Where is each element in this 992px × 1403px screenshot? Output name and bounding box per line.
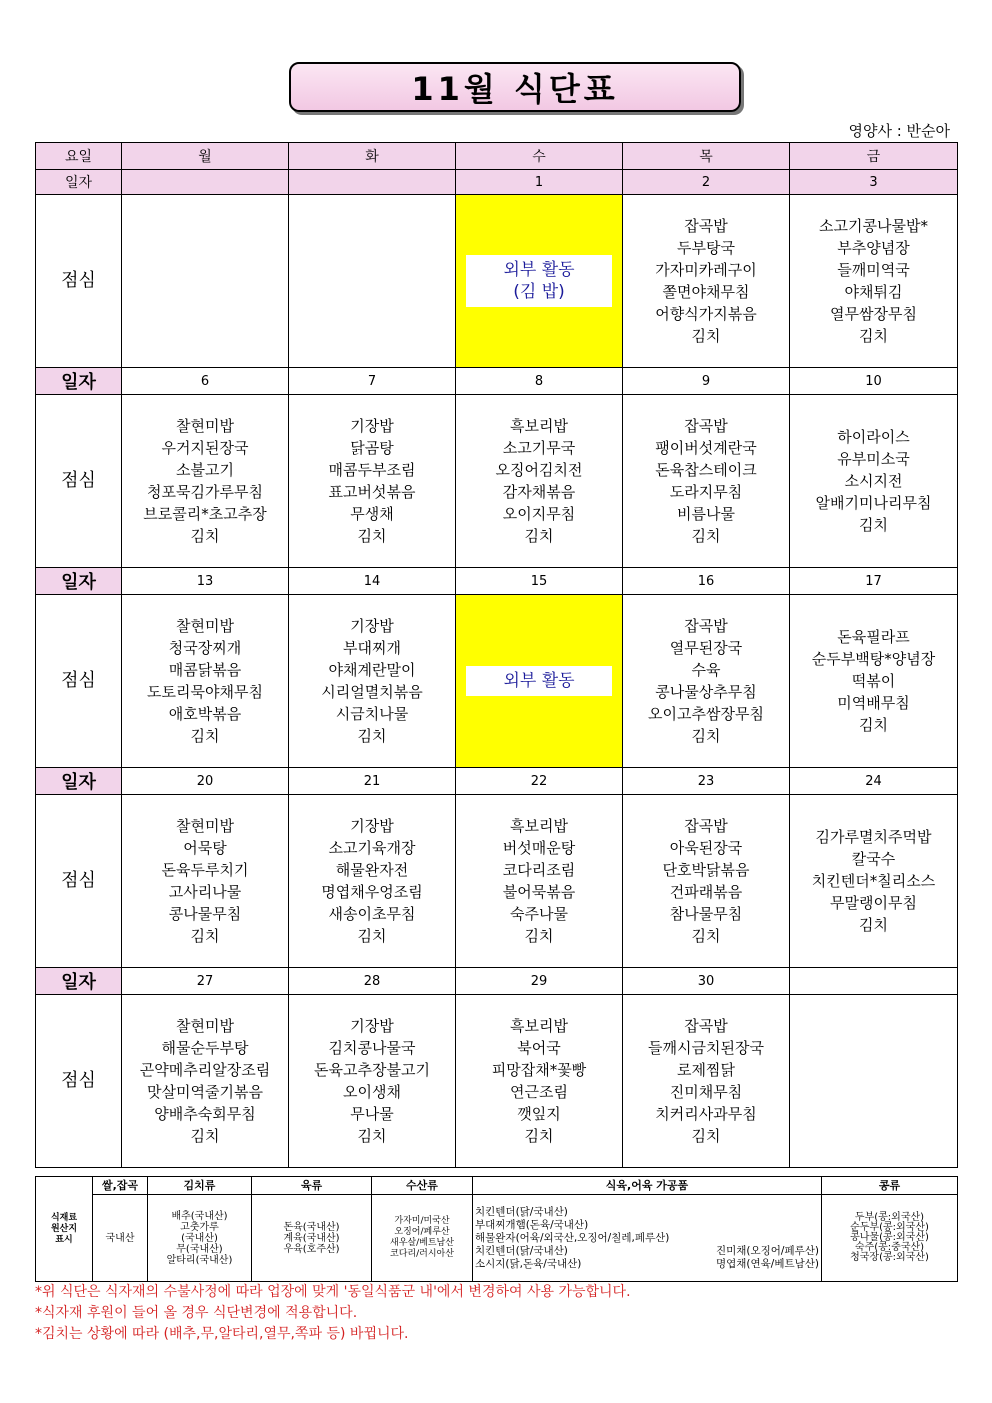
date-cell: 23 [623, 768, 790, 795]
weekday-label: 요일 [36, 143, 122, 170]
activity-text: (김 밥) [513, 282, 565, 302]
menu-item: 기장밥 [350, 417, 394, 435]
origin-header-meat: 육류 [252, 1177, 372, 1195]
origin-kimchi-line: 고춧가루 [180, 1221, 219, 1233]
date-row [36, 368, 958, 395]
origin-seafood-line: 새우살/베트남산 [390, 1238, 454, 1248]
menu-item: 돈육두루치기 [161, 861, 249, 879]
menu-item: 들깨미역국 [837, 261, 910, 279]
menu-item: 소고기콩나물밥* [819, 217, 928, 235]
origin-processed-line: 진미채(오징어/페루산) [715, 1244, 819, 1257]
origin-kimchi [148, 1195, 252, 1282]
date-cell: 1 [456, 170, 623, 195]
weekday-header-row [36, 143, 958, 170]
date-cell: 10 [790, 368, 958, 395]
date-cell: 28 [289, 968, 456, 995]
menu-item: 표고버섯볶음 [328, 483, 416, 501]
date-cell: 2 [623, 170, 790, 195]
meal-cell [456, 195, 623, 368]
origin-processed [473, 1195, 822, 1282]
origin-header-seafood: 수산류 [372, 1177, 473, 1195]
date-cell: 7 [289, 368, 456, 395]
menu-item: 매콤닭볶음 [168, 661, 242, 679]
menu-item: 코다리조림 [502, 861, 576, 879]
origin-processed-line: 소시지(닭,돈육/국내산) [475, 1257, 582, 1270]
meal-cell [456, 595, 623, 768]
meal-cell [289, 595, 456, 768]
menu-item: 오이생채 [343, 1083, 401, 1101]
origin-table [35, 1176, 958, 1282]
menu-item: 어향식가지볶음 [655, 305, 757, 323]
note-line: *김치는 상황에 따라 (배추,무,알타리,열무,쪽파 등) 바뀝니다. [35, 1326, 409, 1342]
menu-item: 도라지무침 [669, 483, 743, 501]
meal-cell [790, 995, 958, 1168]
menu-item: 오이지무침 [502, 505, 576, 523]
menu-item: 소시지전 [844, 472, 903, 490]
menu-item: 쫄면야채무침 [662, 283, 750, 301]
date-label: 일자 [36, 170, 122, 195]
meal-label: 점심 [36, 195, 122, 368]
menu-item: 북어국 [517, 1039, 561, 1057]
menu-item: 김가루멸치주먹밥 [815, 828, 932, 846]
menu-item: 로제찜닭 [677, 1061, 735, 1079]
meal-cell [623, 195, 790, 368]
menu-item: 닭곰탕 [350, 439, 394, 457]
meal-row [36, 795, 958, 968]
menu-item: 칼국수 [851, 850, 896, 868]
menu-item: 비름나물 [677, 505, 735, 523]
menu-item: 무생채 [350, 505, 394, 523]
menu-item: 김치콩나물국 [328, 1039, 416, 1057]
menu-item: 곤약메추리알장조림 [139, 1061, 271, 1079]
menu-item: 부대찌개 [343, 639, 401, 657]
date-label: 일자 [36, 968, 122, 995]
menu-item: 숙주나물 [510, 905, 568, 923]
menu-item: 떡볶이 [851, 672, 896, 690]
menu-item: 야채계란말이 [328, 661, 416, 679]
meal-cell [456, 395, 623, 568]
origin-meat-line: 우육(호주산) [283, 1243, 340, 1255]
menu-item: 깻잎지 [517, 1105, 561, 1123]
date-cell: 6 [122, 368, 289, 395]
meal-cell [289, 995, 456, 1168]
origin-header-processed: 식육,어육 가공품 [473, 1177, 822, 1195]
origin-seafood-line: 오징어/페루산 [394, 1227, 450, 1237]
meal-cell [790, 395, 958, 568]
origin-meat-line: 돈육(국내산) [283, 1221, 340, 1233]
menu-item: 단호박닭볶음 [662, 861, 750, 879]
date-row [36, 170, 958, 195]
menu-item: 김치 [190, 727, 220, 745]
menu-item: 김치 [524, 927, 554, 945]
date-row [36, 968, 958, 995]
menu-item: 도토리묵야채무침 [147, 683, 263, 701]
origin-seafood-line: 코다리/러시아산 [390, 1249, 454, 1259]
origin-seafood [372, 1195, 473, 1282]
menu-item: 흑보리밥 [510, 417, 568, 435]
origin-processed-line: 명엽채(연육/베트남산) [715, 1257, 819, 1270]
date-row [36, 568, 958, 595]
menu-item: 김치 [691, 527, 721, 545]
menu-item: 오징어김치전 [495, 461, 583, 479]
meal-cell [122, 995, 289, 1168]
meal-cell [623, 595, 790, 768]
meal-row [36, 395, 958, 568]
date-cell: 17 [790, 568, 958, 595]
date-cell: 27 [122, 968, 289, 995]
notes [35, 1282, 965, 1345]
origin-processed-line: 부대찌개햄(돈육/국내산) [475, 1218, 589, 1231]
menu-item: 가자미카레구이 [655, 261, 757, 279]
menu-item: 김치 [357, 527, 387, 545]
meal-cell [456, 795, 623, 968]
meal-label: 점심 [36, 795, 122, 968]
menu-item: 김치 [859, 716, 888, 734]
menu-item: 찰현미밥 [176, 817, 234, 835]
origin-processed-pair [475, 1258, 819, 1271]
menu-item: 명엽채우엉조림 [321, 883, 423, 901]
origin-meat-line: 계육(국내산) [283, 1232, 340, 1244]
meal-cell [790, 595, 958, 768]
date-row [36, 768, 958, 795]
menu-item: 진미채무침 [669, 1083, 743, 1101]
menu-item: 잡곡밥 [684, 217, 728, 235]
menu-item: 흑보리밥 [510, 817, 568, 835]
menu-item: 소고기육개장 [328, 839, 416, 857]
activity-box [466, 255, 612, 307]
date-label: 일자 [36, 768, 122, 795]
menu-item: 김치 [357, 927, 387, 945]
menu-item: 유부미소국 [837, 450, 910, 468]
origin-beans-line: 두부(콩:외국산) [854, 1212, 925, 1223]
origin-beans-line: 숙주(콩:중국산) [854, 1242, 925, 1253]
origin-kimchi-line: 알타리(국내산) [166, 1254, 233, 1266]
menu-item: 수육 [691, 661, 721, 679]
menu-item: 찰현미밥 [176, 1017, 234, 1035]
meal-cell [623, 395, 790, 568]
menu-item: 우거지된장국 [161, 439, 249, 457]
menu-table [35, 142, 958, 1168]
origin-processed-line: 치킨텐더(닭/국내산) [475, 1244, 568, 1257]
menu-item: 김치 [190, 927, 220, 945]
origin-header-kimchi: 김치류 [148, 1177, 252, 1195]
menu-item: 매콤두부조림 [328, 461, 416, 479]
date-cell: 24 [790, 768, 958, 795]
menu-item: 시금치나물 [335, 705, 409, 723]
origin-beans-line: 순두부(콩:외국산) [850, 1222, 929, 1233]
menu-item: 건파래볶음 [669, 883, 743, 901]
menu-item: 김치 [190, 527, 220, 545]
menu-item: 감자채볶음 [502, 483, 576, 501]
menu-item: 해물완자전 [335, 861, 409, 879]
origin-beans-line: 콩나물(콩:외국산) [850, 1232, 929, 1243]
origin-processed-pair [475, 1245, 819, 1258]
menu-item: 부추양념장 [837, 239, 910, 257]
menu-item: 고사리나물 [168, 883, 242, 901]
activity-box [466, 666, 612, 696]
menu-item: 브로콜리*초고추장 [143, 505, 267, 523]
menu-item: 열무쌈장무침 [830, 305, 917, 323]
origin-beans [822, 1195, 958, 1282]
menu-item: 무말랭이무침 [830, 894, 917, 912]
meal-cell [623, 995, 790, 1168]
origin-label [36, 1177, 93, 1282]
note-line: *식자재 후원이 들어 올 경우 식단변경에 적용합니다. [35, 1305, 358, 1321]
weekday-fri: 금 [790, 143, 958, 170]
menu-item: 김치 [691, 727, 721, 745]
menu-item: 알배기미나리무침 [815, 494, 932, 512]
activity-text: 외부 활동 [503, 671, 575, 691]
menu-item: 김치 [859, 327, 888, 345]
menu-item: 김치 [524, 527, 554, 545]
menu-item: 돈육고추장불고기 [314, 1061, 430, 1079]
date-cell: 8 [456, 368, 623, 395]
origin-meat [252, 1195, 372, 1282]
menu-item: 기장밥 [350, 817, 394, 835]
date-cell: 20 [122, 768, 289, 795]
date-cell: 16 [623, 568, 790, 595]
meal-cell [289, 795, 456, 968]
menu-item: 소고기무국 [502, 439, 576, 457]
meal-cell [790, 795, 958, 968]
menu-item: 맛살미역줄기볶음 [147, 1083, 263, 1101]
origin-seafood-line: 가자미/미국산 [394, 1216, 450, 1226]
nutritionist: 영양사 : 반순아 [848, 122, 950, 140]
menu-item: 열무된장국 [669, 639, 743, 657]
menu-item: 치커리사과무침 [655, 1105, 757, 1123]
menu-item: 김치 [357, 727, 387, 745]
menu-item: 김치 [357, 1127, 387, 1145]
menu-item: 야채튀김 [844, 283, 903, 301]
menu-item: 기장밥 [350, 1017, 394, 1035]
meal-label: 점심 [36, 595, 122, 768]
date-label: 일자 [36, 368, 122, 395]
menu-item: 미역배무침 [837, 694, 910, 712]
origin-processed-line: 해물완자(어육/외국산,오징어/칠레,페루산) [475, 1231, 670, 1244]
meal-cell [289, 395, 456, 568]
menu-item: 기장밥 [350, 617, 394, 635]
weekday-thu: 목 [623, 143, 790, 170]
menu-item: 불어묵볶음 [502, 883, 576, 901]
meal-cell [790, 195, 958, 368]
origin-processed-line: 치킨텐더(닭/국내산) [475, 1205, 568, 1218]
origin-label-line: 원산지 [50, 1223, 78, 1234]
origin-header-rice: 쌀,잡곡 [93, 1177, 148, 1195]
meal-cell [122, 195, 289, 368]
menu-item: 들깨시금치된장국 [648, 1039, 764, 1057]
page-title: 11월 식단표 [411, 70, 619, 108]
menu-item: 김치 [691, 927, 721, 945]
date-cell: 22 [456, 768, 623, 795]
date-cell: 9 [623, 368, 790, 395]
menu-item: 찰현미밥 [176, 617, 234, 635]
menu-item: 순두부백탕*양념장 [811, 650, 936, 668]
meal-cell [122, 395, 289, 568]
date-cell: 14 [289, 568, 456, 595]
date-cell [289, 170, 456, 195]
menu-item: 아욱된장국 [669, 839, 743, 857]
menu-item: 청포묵김가루무침 [147, 483, 263, 501]
menu-item: 김치 [190, 1127, 220, 1145]
meal-cell [122, 795, 289, 968]
menu-item: 김치 [524, 1127, 554, 1145]
menu-item: 무나물 [350, 1105, 394, 1123]
date-cell [122, 170, 289, 195]
origin-label-line: 식재료 [50, 1212, 78, 1223]
title-box [289, 62, 741, 112]
date-cell: 29 [456, 968, 623, 995]
menu-item: 김치 [691, 327, 721, 345]
meal-row [36, 195, 958, 368]
origin-kimchi-line: 배추(국내산) [171, 1210, 228, 1222]
weekday-tue: 화 [289, 143, 456, 170]
date-cell: 30 [623, 968, 790, 995]
menu-item: 하이라이스 [837, 428, 910, 446]
date-cell: 13 [122, 568, 289, 595]
menu-item: 치킨텐더*칠리소스 [811, 872, 936, 890]
weekday-mon: 월 [122, 143, 289, 170]
menu-item: 김치 [859, 516, 888, 534]
menu-item: 오이고추쌈장무침 [648, 705, 764, 723]
meal-label: 점심 [36, 395, 122, 568]
menu-item: 잡곡밥 [684, 817, 728, 835]
menu-item: 잡곡밥 [684, 617, 728, 635]
menu-item: 어묵탕 [183, 839, 227, 857]
date-label: 일자 [36, 568, 122, 595]
menu-item: 참나물무침 [669, 905, 743, 923]
date-cell: 3 [790, 170, 958, 195]
meal-label: 점심 [36, 995, 122, 1168]
note-line: *위 식단은 식자재의 수불사정에 따라 업장에 맞게 '동일식품군 내'에서 변경하여 사용 가능합니다. [35, 1284, 631, 1300]
meal-cell [122, 595, 289, 768]
weekday-wed: 수 [456, 143, 623, 170]
menu-item: 돈육필라프 [837, 628, 910, 646]
menu-item: 콩나물상추무침 [655, 683, 757, 701]
meal-row [36, 595, 958, 768]
menu-item: 청국장찌개 [168, 639, 242, 657]
menu-item: 시리얼멸치볶음 [321, 683, 423, 701]
meal-cell [456, 995, 623, 1168]
menu-item: 애호박볶음 [168, 705, 242, 723]
menu-item: 잡곡밥 [684, 1017, 728, 1035]
origin-kimchi-line: (국내산) [181, 1232, 218, 1244]
meal-row [36, 995, 958, 1168]
menu-item: 콩나물무침 [168, 905, 242, 923]
menu-item: 흑보리밥 [510, 1017, 568, 1035]
date-cell [790, 968, 958, 995]
activity-text: 외부 활동 [503, 260, 575, 280]
menu-item: 해물순두부탕 [161, 1039, 249, 1057]
origin-kimchi-line: 무(국내산) [176, 1243, 223, 1255]
date-cell: 21 [289, 768, 456, 795]
menu-item: 돈육찹스테이크 [655, 461, 757, 479]
menu-item: 소불고기 [176, 461, 234, 479]
origin-rice: 국내산 [93, 1195, 148, 1282]
menu-item: 김치 [859, 916, 888, 934]
menu-item: 피망잡채*꽃빵 [491, 1061, 587, 1079]
menu-item: 양배추숙회무침 [154, 1105, 256, 1123]
meal-cell [289, 195, 456, 368]
date-cell: 15 [456, 568, 623, 595]
origin-beans-line: 청국장(콩:외국산) [850, 1252, 929, 1263]
menu-item: 팽이버섯계란국 [655, 439, 757, 457]
menu-item: 버섯매운탕 [502, 839, 576, 857]
menu-item: 새송이초무침 [328, 905, 416, 923]
origin-header-beans: 콩류 [822, 1177, 958, 1195]
origin-label-line: 표시 [55, 1234, 73, 1245]
menu-item: 찰현미밥 [176, 417, 234, 435]
menu-item: 연근조림 [510, 1083, 568, 1101]
menu-item: 잡곡밥 [684, 417, 728, 435]
meal-cell [623, 795, 790, 968]
menu-item: 두부탕국 [677, 239, 735, 257]
menu-item: 김치 [691, 1127, 721, 1145]
